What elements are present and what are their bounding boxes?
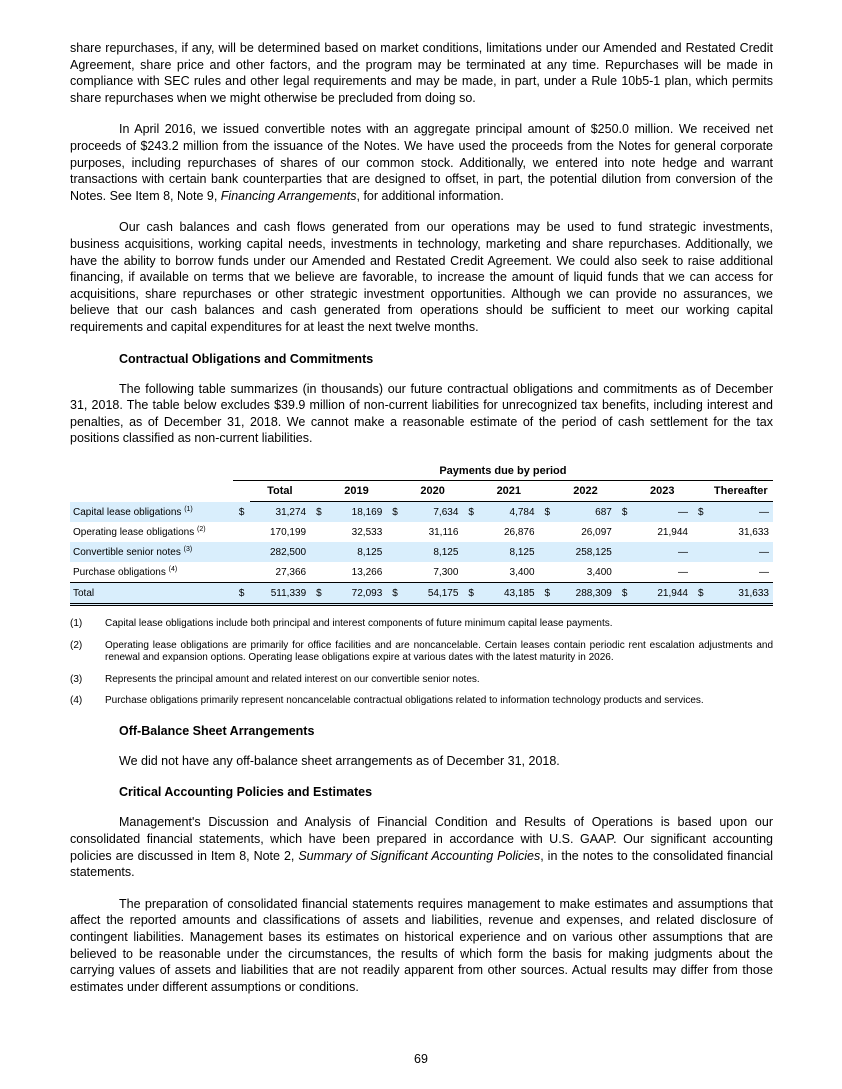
row-label-text: Convertible senior notes xyxy=(73,546,181,558)
row-label-text: Capital lease obligations xyxy=(73,506,182,518)
paragraph-mdna-basis xyxy=(70,814,773,880)
footnote-ref: (1) xyxy=(184,505,193,513)
footnote xyxy=(70,618,773,631)
currency-symbol xyxy=(233,542,250,562)
column-header: Thereafter xyxy=(709,481,773,502)
currency-symbol: $ xyxy=(386,502,403,523)
heading-off-balance-sheet: Off-Balance Sheet Arrangements xyxy=(119,723,315,738)
table-cell: — xyxy=(709,502,773,523)
currency-symbol xyxy=(310,562,327,583)
currency-symbol: $ xyxy=(539,583,556,605)
column-header: 2023 xyxy=(632,481,691,502)
currency-symbol: $ xyxy=(386,583,403,605)
table-cell: 18,169 xyxy=(327,502,386,523)
table-cell: 8,125 xyxy=(403,542,462,562)
table-row xyxy=(70,542,773,562)
table-cell: 54,175 xyxy=(403,583,462,605)
row-label-text: Operating lease obligations xyxy=(73,526,195,538)
table-cell: 21,944 xyxy=(632,583,691,605)
currency-symbol: $ xyxy=(539,502,556,523)
currency-symbol: $ xyxy=(233,502,250,523)
footnote-ref: (2) xyxy=(196,525,206,533)
footnotes xyxy=(70,618,773,708)
paragraph-cash-balances: Our cash balances and cash flows generated from our operations may be used to fund strategic investments, business acquisitions, working capital needs, investments in technology, marketing and share repurchases. Additionally, we have the ability to borrow funds under our Amended and Restated Credit Agreement. We could also seek to raise additional financing, if available on terms that we believe are favorable, to increase the amount of liquid funds that we can access for acquisitions, share repurchases or other strategic investment opportunities. Although we can provide no assurances, we believe that our cash balances and cash generated from operations should be sufficient to meet our working capital requirements and capital expenditures for at least the next twelve months. xyxy=(70,220,773,334)
table-row xyxy=(70,562,773,583)
table-cell: 170,199 xyxy=(269,526,307,538)
table-row xyxy=(70,522,773,542)
row-label-text: Purchase obligations xyxy=(73,566,166,578)
currency-symbol: $ xyxy=(462,502,479,523)
table-cell: 43,185 xyxy=(479,583,538,605)
table-cell: 687 xyxy=(555,502,616,523)
footnote-number: (2) xyxy=(70,639,83,651)
currency-symbol xyxy=(616,562,633,583)
table-row xyxy=(70,583,773,605)
footnote-text: Purchase obligations primarily represent noncancelable contractual obligations related to information technology products and services. xyxy=(105,695,704,707)
footnote-text: Represents the principal amount and related interest on our convertible senior notes. xyxy=(105,673,480,685)
document-page xyxy=(70,40,773,1010)
currency-symbol xyxy=(462,562,479,583)
table-cell: 7,634 xyxy=(403,502,462,523)
row-label xyxy=(70,502,233,523)
italic-reference: Summary of Significant Accounting Policies xyxy=(298,848,541,863)
table-cell: 31,633 xyxy=(738,526,769,538)
footnote-ref: (4) xyxy=(168,565,178,573)
table-cell: 72,093 xyxy=(327,583,386,605)
table-cell: 31,116 xyxy=(428,526,459,538)
currency-symbol: $ xyxy=(233,583,250,605)
table-group-header: Payments due by period xyxy=(233,461,773,481)
column-header: 2019 xyxy=(327,481,386,502)
table-cell: 8,125 xyxy=(479,542,538,562)
table-cell: 8,125 xyxy=(327,542,386,562)
table-cell: — xyxy=(709,542,773,562)
page-number: 69 xyxy=(414,1052,428,1066)
currency-symbol xyxy=(233,522,250,542)
currency-symbol xyxy=(386,562,403,583)
row-label xyxy=(70,562,233,583)
paragraph-text: , in the notes to the consolidated financial statements. xyxy=(70,848,773,880)
table-cell: 258,125 xyxy=(555,542,616,562)
table-cell: 32,533 xyxy=(351,526,383,538)
paragraph-share-repurchases: share repurchases, if any, will be determined based on market conditions, limitations under our Amended and Restated Credit Agreement, share price and other factors, and the program may be terminated at any time. Repurchases will be made in compliance with SEC rules and other legal requirements and may be made, in part, under a Rule 10b5-1 plan, which permits share repurchases when we might otherwise be precluded from doing so. xyxy=(70,41,773,105)
table-cell: 511,339 xyxy=(250,583,311,605)
paragraph-text: , for additional information. xyxy=(356,188,504,203)
currency-symbol xyxy=(692,542,709,562)
currency-symbol xyxy=(539,542,556,562)
table-cell: — xyxy=(677,566,688,578)
currency-symbol xyxy=(462,542,479,562)
paragraph-off-balance-sheet: We did not have any off-balance sheet arrangements as of December 31, 2018. xyxy=(119,753,560,768)
currency-symbol xyxy=(692,562,709,583)
currency-symbol: $ xyxy=(616,583,633,605)
footnote-text: Capital lease obligations include both principal and interest components of future minimum capital lease payments. xyxy=(105,618,613,630)
heading-contractual-obligations: Contractual Obligations and Commitments xyxy=(119,351,374,366)
row-label xyxy=(70,583,233,605)
currency-symbol xyxy=(692,522,709,542)
currency-symbol xyxy=(462,522,479,542)
table-cell: 282,500 xyxy=(250,542,311,562)
obligations-table xyxy=(70,461,773,607)
italic-reference: Financing Arrangements xyxy=(220,188,357,203)
paragraph-convertible-notes xyxy=(70,121,773,204)
heading-critical-accounting: Critical Accounting Policies and Estimates xyxy=(119,785,373,800)
table-cell: — xyxy=(759,566,769,578)
footnote xyxy=(70,695,773,708)
obligations-table-wrapper xyxy=(70,461,773,607)
column-header: 2021 xyxy=(479,481,538,502)
table-cell: 31,274 xyxy=(250,502,311,523)
footnote-number: (1) xyxy=(70,618,83,630)
table-cell: 21,944 xyxy=(657,526,688,538)
table-cell: 27,366 xyxy=(275,566,307,578)
row-label-text: Total xyxy=(73,587,95,599)
currency-symbol: $ xyxy=(310,502,327,523)
currency-symbol xyxy=(233,562,250,583)
currency-symbol xyxy=(386,522,403,542)
paragraph-estimates: The preparation of consolidated financial statements requires management to make estimates and assumptions that affect the reported amounts and classifications of assets and liabilities, revenue and expenses, and related disclosure of contingent liabilities. Management bases its estimates on historical experience and on various other assumptions that are believed to be reasonable under the circumstances, the results of which form the basis for making judgments about the carrying values of assets and liabilities that are not readily apparent from other sources. Actual results may differ from those estimates under different assumptions or conditions. xyxy=(70,896,773,994)
table-cell: 26,097 xyxy=(581,526,612,538)
row-label xyxy=(70,522,233,542)
table-cell: 288,309 xyxy=(555,583,616,605)
table-cell: 7,300 xyxy=(433,566,459,578)
currency-symbol xyxy=(310,542,327,562)
currency-symbol: $ xyxy=(310,583,327,605)
footnote-ref: (3) xyxy=(183,545,193,553)
currency-symbol xyxy=(310,522,327,542)
footnote xyxy=(70,674,773,687)
currency-symbol: $ xyxy=(462,583,479,605)
currency-symbol xyxy=(539,562,556,583)
column-header: Total xyxy=(250,481,311,502)
paragraph-text: In April 2016, we issued convertible notes with an aggregate principal amount of $250.0 million. We received net proceeds of $243.2 million from the issuance of the Notes. We have used the proceeds from the Notes for general corporate purposes, including repurchases of shares of our common stock. Additionally, we entered into note hedge and warrant transactions with certain bank counterparties that are designed to offset, in part, the potential dilution from conversion of the Notes. See Item 8, Note 9, xyxy=(70,122,773,203)
paragraph-text: Management's Discussion and Analysis of Financial Condition and Results of Operations is based upon our consolidated financial statements, which have been prepared in accordance with U.S. GAAP. Our significant accounting policies are discussed in Item 8, Note 2, xyxy=(70,815,773,863)
footnote xyxy=(70,640,773,665)
footnote-text: Operating lease obligations are primarily for office facilities and are noncancelable. Certain leases contain periodic rent escalation adjustments and renewal and expansion options. Operating lease obligations expire at various dates with the latest maturity in 2026. xyxy=(105,639,773,664)
column-header: 2022 xyxy=(555,481,616,502)
currency-symbol: $ xyxy=(692,583,709,605)
table-cell: — xyxy=(632,502,691,523)
table-cell: 13,266 xyxy=(351,566,383,578)
table-cell: 26,876 xyxy=(503,526,535,538)
table-cell: 3,400 xyxy=(586,566,612,578)
footnote-number: (4) xyxy=(70,695,83,707)
currency-symbol: $ xyxy=(692,502,709,523)
currency-symbol: $ xyxy=(616,502,633,523)
table-cell: 31,633 xyxy=(709,583,773,605)
currency-symbol xyxy=(616,522,633,542)
table-row xyxy=(70,502,773,523)
paragraph-table-intro: The following table summarizes (in thousands) our future contractual obligations and commitments as of December 31, 2018. The table below excludes $39.9 million of non-current liabilities for unrecognized tax benefits, including interest and penalties, as of December 31, 2018. We cannot make a reasonable estimate of the period of cash settlement for the tax positions classified as non-current liabilities. xyxy=(70,381,773,446)
currency-symbol xyxy=(616,542,633,562)
currency-symbol xyxy=(539,522,556,542)
table-cell: — xyxy=(632,542,691,562)
table-cell: 3,400 xyxy=(509,566,535,578)
row-label xyxy=(70,542,233,562)
footnote-number: (3) xyxy=(70,673,83,685)
currency-symbol xyxy=(386,542,403,562)
table-cell: 4,784 xyxy=(479,502,538,523)
column-header: 2020 xyxy=(403,481,462,502)
